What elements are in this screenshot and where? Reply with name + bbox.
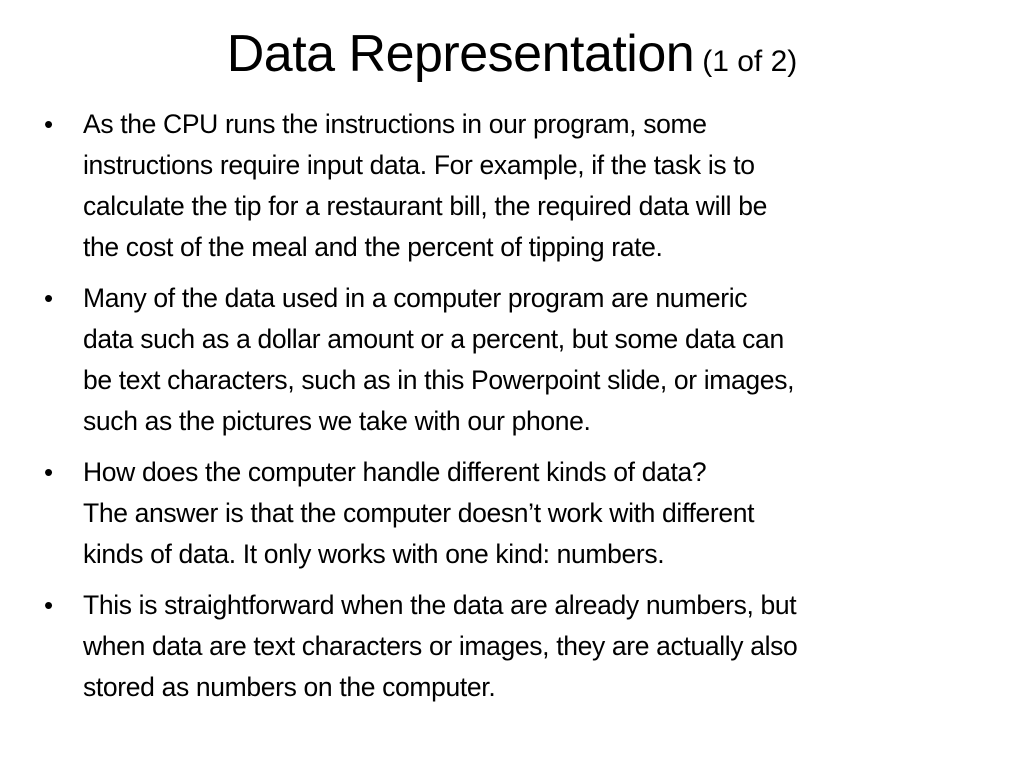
- bullet-marker: •: [44, 590, 53, 620]
- bullet-text-line: As the CPU runs the instructions in our program, some: [83, 109, 707, 139]
- bullet-text-line: How does the computer handle different kinds of data?: [83, 457, 707, 487]
- title-page-indicator: (1 of 2): [702, 45, 798, 78]
- bullet-text-line: when data are text characters or images, they are actually also: [83, 631, 798, 661]
- title-main: Data Representation: [226, 25, 695, 83]
- bullet-item: [44, 452, 974, 575]
- bullet-marker: •: [44, 457, 53, 487]
- bullet-text-line: such as the pictures we take with our phone.: [83, 406, 591, 436]
- bullet-text-line: The answer is that the computer doesn’t work with different: [83, 498, 755, 528]
- bullet-text-line: instructions require input data. For example, if the task is to: [83, 150, 755, 180]
- slide-title: [0, 25, 1024, 83]
- bullet-text-line: Many of the data used in a computer program are numeric: [83, 283, 748, 313]
- bullet-text-line: the cost of the meal and the percent of tipping rate.: [83, 232, 663, 262]
- bullet-text-line: kinds of data. It only works with one kind: numbers.: [83, 539, 665, 569]
- bullet-text-line: calculate the tip for a restaurant bill, the required data will be: [83, 191, 767, 221]
- bullet-list: [44, 104, 974, 718]
- bullet-text-line: data such as a dollar amount or a percent, but some data can: [83, 324, 784, 354]
- bullet-marker: •: [44, 109, 53, 139]
- bullet-text-line: This is straightforward when the data are already numbers, but: [83, 590, 797, 620]
- bullet-item: [44, 104, 974, 268]
- bullet-text-line: be text characters, such as in this Powerpoint slide, or images,: [83, 365, 795, 395]
- bullet-item: [44, 278, 974, 442]
- bullet-item: [44, 585, 974, 708]
- bullet-text-line: stored as numbers on the computer.: [83, 672, 496, 702]
- bullet-marker: •: [44, 283, 53, 313]
